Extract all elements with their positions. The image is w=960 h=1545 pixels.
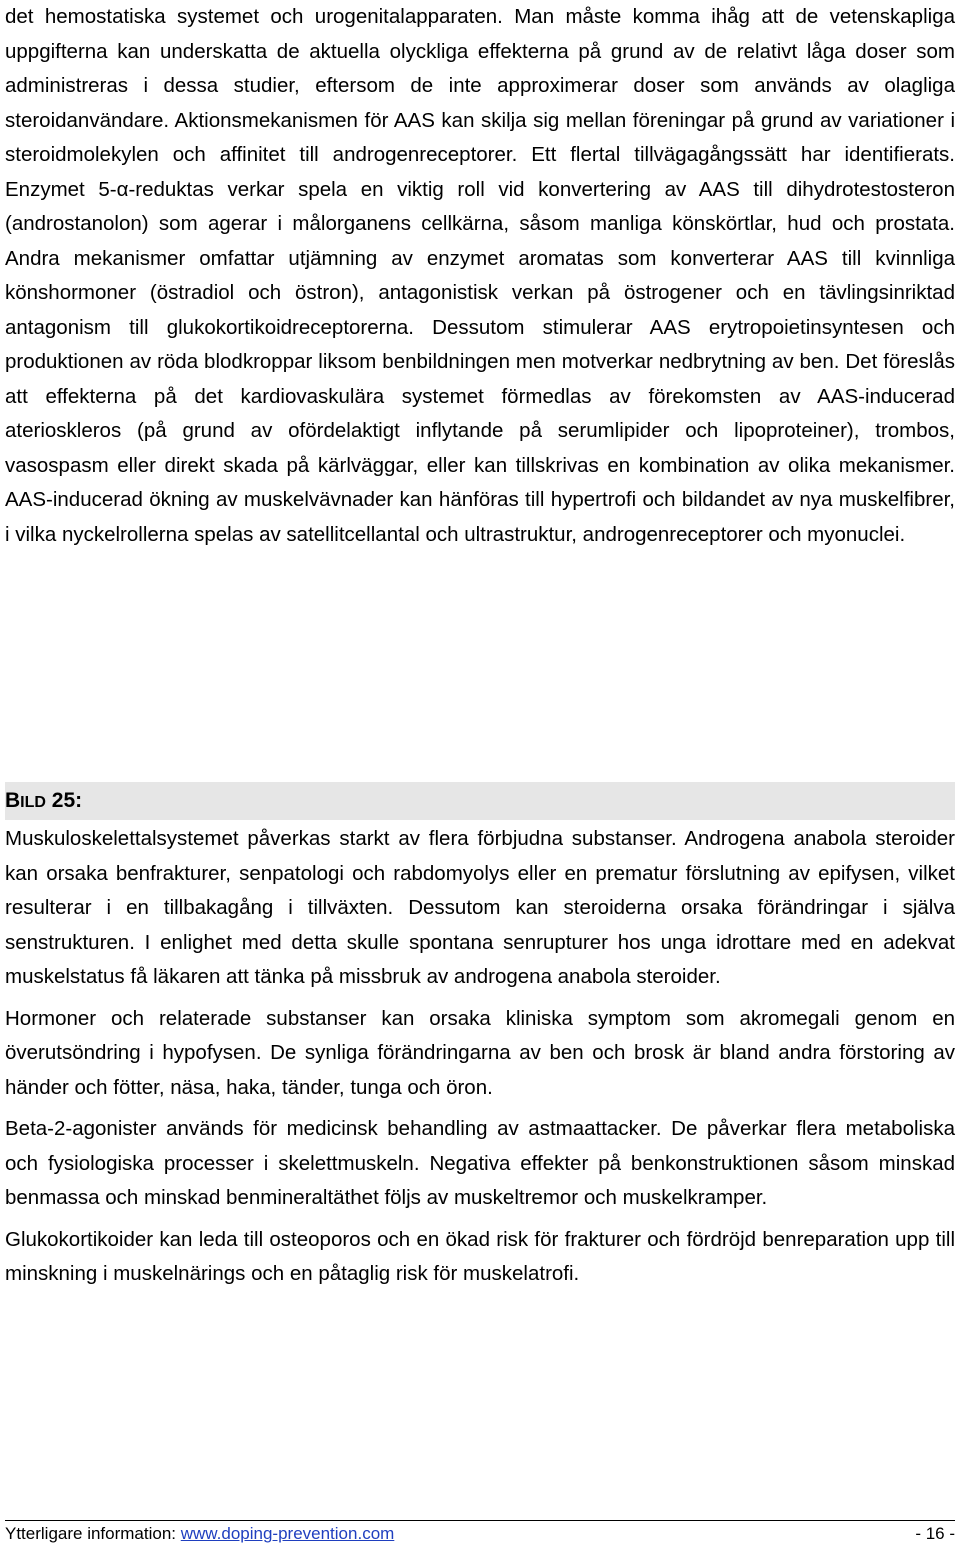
- heading-rest: ILD: [20, 794, 46, 811]
- intro-paragraph: det hemostatiska systemet och urogenitalapparaten. Man måste komma ihåg att de vetenskapliga uppgifterna kan underskatta de aktuella olyckliga effekterna på grund av de relativt låga doser som administreras i dessa studier, eftersom de inte approximerar doser som används av olagliga steroidanvändare. Aktionsmekanismen för AAS kan skilja sig mellan föreningar på grund av variationer i steroidmolekylen och affinitet till androgenreceptorer. Ett flertal tillvägagångssätt har identifierats. Enzymet 5-α-reduktas verkar spela en viktig roll vid konvertering av AAS till dihydrotestosteron (androstanolon) som agerar i målorganens cellkärna, såsom manliga könskörtlar, hud och prostata. Andra mekanismer omfattar utjämning av enzymet aromatas som konverterar AAS till kvinnliga könshormoner (östradiol och östron), antagonistisk verkan på östrogener och en tävlingsinriktad antagonism till glukokortikoidreceptorerna. Dessutom stimulerar AAS erytropoietinsyntesen och produktionen av röda blodkroppar liksom benbildningen men motverkar nedbrytning av ben. Det föreslås att effekterna på det kardiovaskulära systemet förmedlas av förekomsten av AAS-inducerad aterioskleros (på grund av ofördelaktigt inflytande på serumlipider och lipoproteiner), trombos, vasospasm eller direkt skada på kärlväggar, eller kan tillskrivas en kombination av olika mekanismer. AAS-inducerad ökning av muskelvävnader kan hänföras till hypertrofi och bildandet av nya muskelfibrer, i vilka nyckelrollerna spelas av satellitcellantal och ultrastruktur, androgenreceptorer och myonuclei.: [5, 5, 955, 546]
- page-footer: [5, 1520, 955, 1545]
- section-paragraph-1: Muskuloskelettalsystemet påverkas starkt av flera förbjudna substanser. Androgena anabola steroider kan orsaka benfrakturer, senpatologi och rabdomyolys eller en prematur förslutning av epifysen, vilket resulterar i en tillbakagång i tillväxten. Dessutom kan steroiderna orsaka förändringar i själva senstrukturen. I enlighet med detta skulle spontana senrupturer hos unga idrottare med en adekvat muskelstatus få läkaren att tänka på missbruk av androgena anabola steroider.: [5, 827, 955, 988]
- section-paragraph-3: Beta-2-agonister används för medicinsk behandling av astmaattacker. De påverkar flera metaboliska och fysiologiska processer i skelettmuskeln. Negativa effekter på benkonstruktionen såsom minskad benmassa och minskad benmineraltäthet följs av muskeltremor och muskelkramper.: [5, 1117, 955, 1209]
- section-paragraph-2: Hormoner och relaterade substanser kan orsaka kliniska symptom som akromegali genom en överutsöndring i hypofysen. De synliga förändringarna av ben och brosk är bland andra förstoring av händer och fötter, näsa, haka, tänder, tunga och öron.: [5, 1006, 955, 1099]
- section-paragraph-4: Glukokortikoider kan leda till osteoporos och en ökad risk för frakturer och fördröjd benreparation upp till minskning i muskelnärings och en påtaglig risk för muskelatrofi.: [5, 1227, 955, 1285]
- heading-first-letter: B: [5, 789, 21, 812]
- section-heading: [5, 782, 955, 820]
- footer-link[interactable]: www.doping-prevention.com: [180, 1524, 395, 1543]
- heading-number: 25:: [45, 789, 83, 812]
- section-body: [5, 822, 955, 1299]
- footer-info: [5, 1523, 394, 1545]
- document-page: [5, 0, 955, 1543]
- page-number: - 16 -: [915, 1524, 955, 1543]
- footer-label: Ytterligare information:: [5, 1524, 181, 1543]
